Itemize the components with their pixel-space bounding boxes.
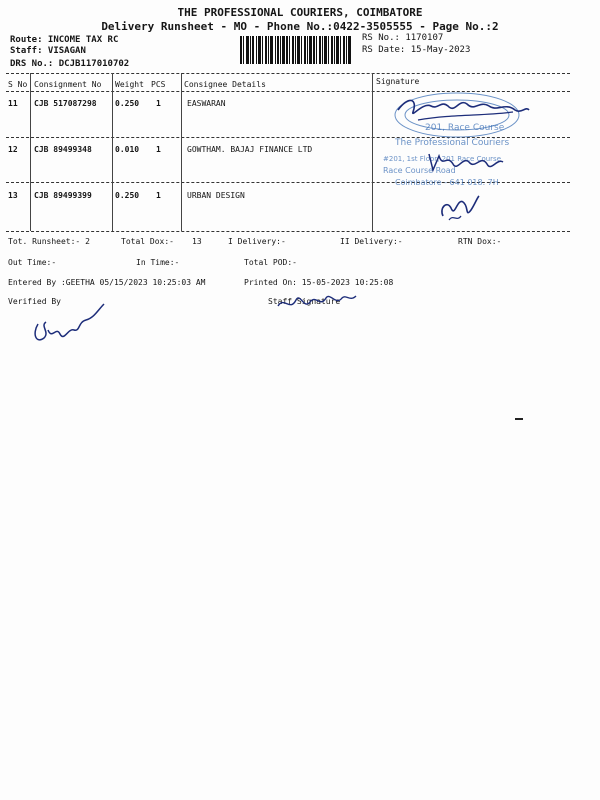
stamp-line: The Professional Couriers xyxy=(395,138,510,148)
staff-signature xyxy=(272,288,362,318)
cell-consignment: CJB 89499348 xyxy=(34,145,92,154)
staff-signature-label: Staff Signature xyxy=(268,297,341,306)
column-divider xyxy=(30,73,31,231)
total-pod: Total POD:- xyxy=(244,258,297,267)
column-divider xyxy=(112,73,113,231)
cell-pcs: 1 xyxy=(156,145,161,154)
cell-weight: 0.250 xyxy=(115,99,140,108)
column-divider xyxy=(181,73,182,231)
cell-weight: 0.010 xyxy=(115,145,140,154)
stamp-line: Race Course Road xyxy=(383,166,456,175)
recipient-signature-row3 xyxy=(437,192,482,224)
cell-sno: 13 xyxy=(8,191,18,200)
cell-consignee: GOWTHAM. BAJAJ FINANCE LTD xyxy=(187,145,313,154)
rs-number: RS No.: 1170107 xyxy=(362,33,444,43)
i-delivery: I Delivery:- xyxy=(228,237,286,246)
drs-number: DRS No.: DCJB117010702 xyxy=(10,59,130,69)
col-header-pcs: PCS xyxy=(151,80,166,89)
tot-runsheet: Tot. Runsheet:- 2 xyxy=(8,237,90,246)
stamp-line: 201, Race Course xyxy=(425,123,505,133)
cell-weight: 0.250 xyxy=(115,191,140,200)
col-header-signature: Signature xyxy=(376,77,420,86)
col-header-weight: Weight xyxy=(115,80,144,89)
total-dox-value: 13 xyxy=(192,237,202,246)
stamp-line: #201, 1st Floor, 201 Race Course xyxy=(383,155,502,163)
column-divider xyxy=(372,73,373,231)
entered-by: Entered By :GEETHA 05/15/2023 10:25:03 AM xyxy=(8,278,206,287)
cell-consignee: URBAN DESIGN xyxy=(187,191,245,200)
ink-mark xyxy=(515,418,523,420)
recipient-signature-row2 xyxy=(425,148,505,178)
rtn-dox: RTN Dox:- xyxy=(458,237,502,246)
total-dox-label: Total Dox:- xyxy=(121,237,174,246)
cell-consignee: EASWARAN xyxy=(187,99,226,108)
cell-pcs: 1 xyxy=(156,191,161,200)
col-header-consignment: Consignment No xyxy=(34,80,102,89)
staff-label: Staff: VISAGAN xyxy=(10,46,86,56)
cell-sno: 11 xyxy=(8,99,18,108)
route-label: Route: INCOME TAX RC xyxy=(10,35,119,45)
verified-by-label: Verified By xyxy=(8,297,61,306)
verifier-signature xyxy=(28,300,108,348)
table-bottom-rule xyxy=(6,231,570,232)
ii-delivery: II Delivery:- xyxy=(340,237,403,246)
cell-pcs: 1 xyxy=(156,99,161,108)
company-title: THE PROFESSIONAL COURIERS, COIMBATORE xyxy=(177,6,423,19)
recipient-signature-row1 xyxy=(393,92,533,132)
printed-on: Printed On: 15-05-2023 10:25:08 xyxy=(244,278,394,287)
rs-date: RS Date: 15-May-2023 xyxy=(362,45,471,55)
stamp-line: Coimbatore - 641 018. 7H xyxy=(395,178,499,187)
table-top-rule xyxy=(6,73,570,74)
cell-consignment: CJB 89499399 xyxy=(34,191,92,200)
out-time: Out Time:- xyxy=(8,258,57,267)
in-time: In Time:- xyxy=(136,258,180,267)
cell-sno: 12 xyxy=(8,145,18,154)
col-header-consignee: Consignee Details xyxy=(184,80,266,89)
barcode-image xyxy=(240,36,352,64)
col-header-sno: S No xyxy=(8,80,28,89)
runsheet-subtitle: Delivery Runsheet - MO - Phone No.:0422-3505555 - Page No.:2 xyxy=(101,20,499,33)
cell-consignment: CJB 517087298 xyxy=(34,99,97,108)
